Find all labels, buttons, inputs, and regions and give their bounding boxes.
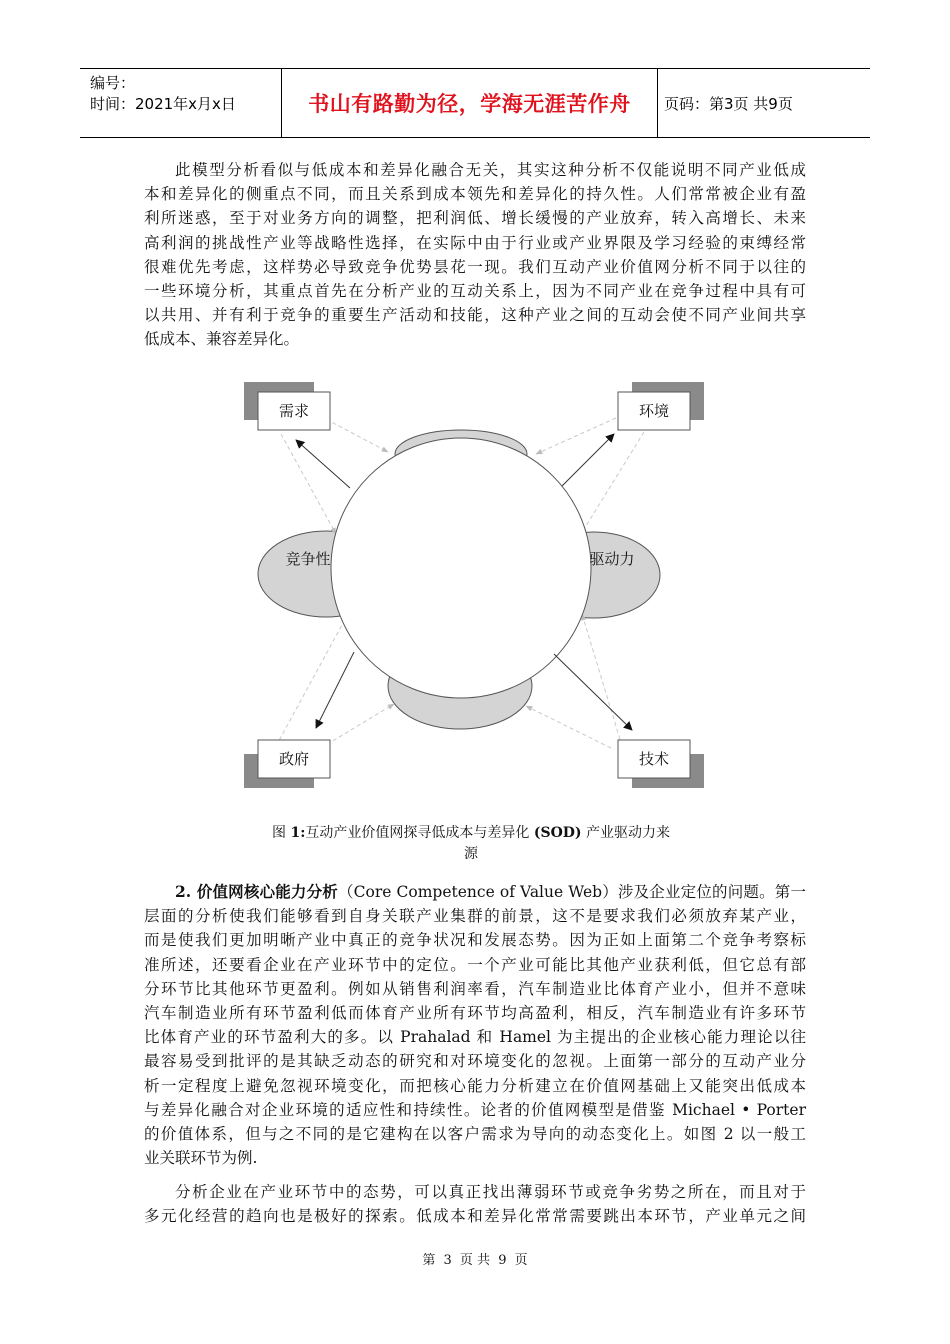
caption-sod: (SOD) — [533, 825, 582, 841]
arrow-to-environment — [562, 434, 614, 486]
text-line: 比体育产业的环节盈利大的多。以 Prahalad 和 Hamel 为主提出的企业核心能力理论以往 — [144, 1028, 806, 1047]
dashed-link — [581, 432, 644, 534]
text-line: 很难优先考虑，这样势必导致竞争优势昙花一现。我们互动产业价值网分析不同于以往的 — [144, 257, 806, 276]
text-line: 与差异化融合对企业环境的适应性和持续性。论者的价值网模型是借鉴 Michael • Porter — [144, 1100, 806, 1119]
header-motto: 书山有路勤为径，学海无涯苦作舟 — [308, 92, 631, 116]
footer-prefix: 第 — [422, 1253, 436, 1268]
arrow-to-technology — [554, 654, 632, 730]
text-line: 此模型分析看似与低成本和差异化融合无关，其实这种分析不仅能说明不同产业低成 — [175, 161, 806, 179]
text-line: 析一定程度上避免忽视环境变化，而把核心能力分析建立在价值网基础上又能突出低成本 — [144, 1076, 806, 1095]
text-line: 业关联环节为例. — [144, 1149, 258, 1168]
footer-total-pages: 9 — [498, 1253, 507, 1268]
caption-line-2: 源 — [464, 846, 478, 862]
text-line: 准所述，还要看企业在产业环节中的定位。一个产业可能比其他产业获利低，但它总有部 — [144, 955, 806, 974]
text-line: 本和差异化的侧重点不同，而且关系到成本领先和差异化的持久性。人们常常被企业有盈 — [144, 185, 806, 204]
text-line: 高利润的挑战性产业等战略性选择，在实际中由于行业或产业界限及学习经验的束缚经常 — [144, 233, 806, 252]
text-line: 分环节比其他环节更盈利。例如从销售利润率看，汽车制造业比体育产业小，但并不意味 — [144, 979, 806, 998]
caption-prefix: 图 — [272, 825, 286, 841]
figure-caption — [236, 823, 706, 865]
dashed-link — [536, 418, 616, 454]
text-line: 层面的分析使我们能够看到自身关联产业集群的前景，这不是要求我们必须放弃某产业， — [144, 907, 806, 926]
text-line: 分析企业在产业环节中的态势，可以真正找出薄弱环节或竞争劣势之所在，而且对于 — [175, 1183, 806, 1201]
text-line: 汽车制造业所有环节盈利低而体育产业所有环节均高盈利，相反，汽车制造业有许多环节 — [144, 1004, 806, 1023]
paragraph-2 — [144, 880, 806, 1170]
text-line: 的价值体系，但与之不同的是它建构在以客户需求为导向的动态变化上。如图 2 以一般工 — [144, 1125, 806, 1144]
paragraph-3 — [144, 1180, 806, 1228]
text-line: 多元化经营的趋向也是极好的探索。低成本和差异化常常需要跳出本环节，产业单元之间 — [144, 1207, 806, 1226]
label-driving-force: 驱动力 — [589, 550, 635, 568]
label-environment: 环境 — [638, 402, 670, 420]
section-heading: 2. 价值网核心能力分析 — [175, 882, 338, 901]
dashed-link — [276, 614, 348, 746]
text-line: 而是使我们更加明晰产业中真正的竞争状况和发展态势。因为正如上面第二个竞争考察标 — [144, 931, 806, 950]
central-circle — [331, 438, 591, 698]
footer-page-number: 3 — [443, 1253, 452, 1268]
caption-text: 互动产业价值网探寻低成本与差异化 — [305, 825, 530, 841]
dashed-link — [321, 704, 394, 748]
label-demand: 需求 — [278, 402, 310, 420]
caption-number: 1: — [290, 825, 306, 841]
text-line: 低成本、兼容差异化。 — [144, 330, 300, 349]
text-line: 利所迷惑，至于对业务方向的调整，把利润低、增长缓慢的产业放弃，转入高增长、未来 — [144, 209, 806, 228]
label-government: 政府 — [278, 750, 310, 768]
text-run: （Core Competence of Value Web）涉及企业定位的问题。第一 — [337, 883, 806, 901]
code-label: 编号： — [90, 74, 136, 92]
dashed-link — [582, 614, 622, 746]
text-line: 以共用、并有利于竞争的重要生产活动和技能，这种产业之间的互动会使不同产业间共享 — [144, 306, 806, 325]
arrow-to-demand — [296, 440, 350, 488]
time-label: 时间：2021年x月x日 — [90, 95, 236, 113]
text-line — [144, 880, 806, 904]
label-technology: 技术 — [638, 750, 670, 768]
header-meta — [86, 69, 282, 137]
caption-text: 产业驱动力来 — [585, 825, 670, 841]
header-divider — [657, 69, 658, 137]
text-line: 一些环境分析，其重点首先在分析产业的互动关系上，因为不同产业在竞争过程中具有可 — [144, 282, 806, 301]
interaction-diagram — [236, 376, 706, 796]
text-line: 最容易受到批评的是其缺乏动态的研究和对环境变化的忽视。上面第一部分的互动产业分 — [144, 1052, 806, 1071]
arrow-to-government — [316, 652, 354, 728]
footer-mid: 页 共 — [459, 1253, 491, 1268]
dashed-link — [526, 706, 611, 748]
paragraph-1 — [144, 158, 806, 352]
footer-suffix: 页 — [514, 1253, 528, 1268]
page-header — [80, 68, 870, 138]
label-competitiveness: 竞争性 — [285, 550, 331, 568]
header-page-info: 页码：第3页 共9页 — [664, 94, 793, 113]
dashed-link — [281, 434, 336, 534]
page-footer — [0, 1249, 950, 1268]
